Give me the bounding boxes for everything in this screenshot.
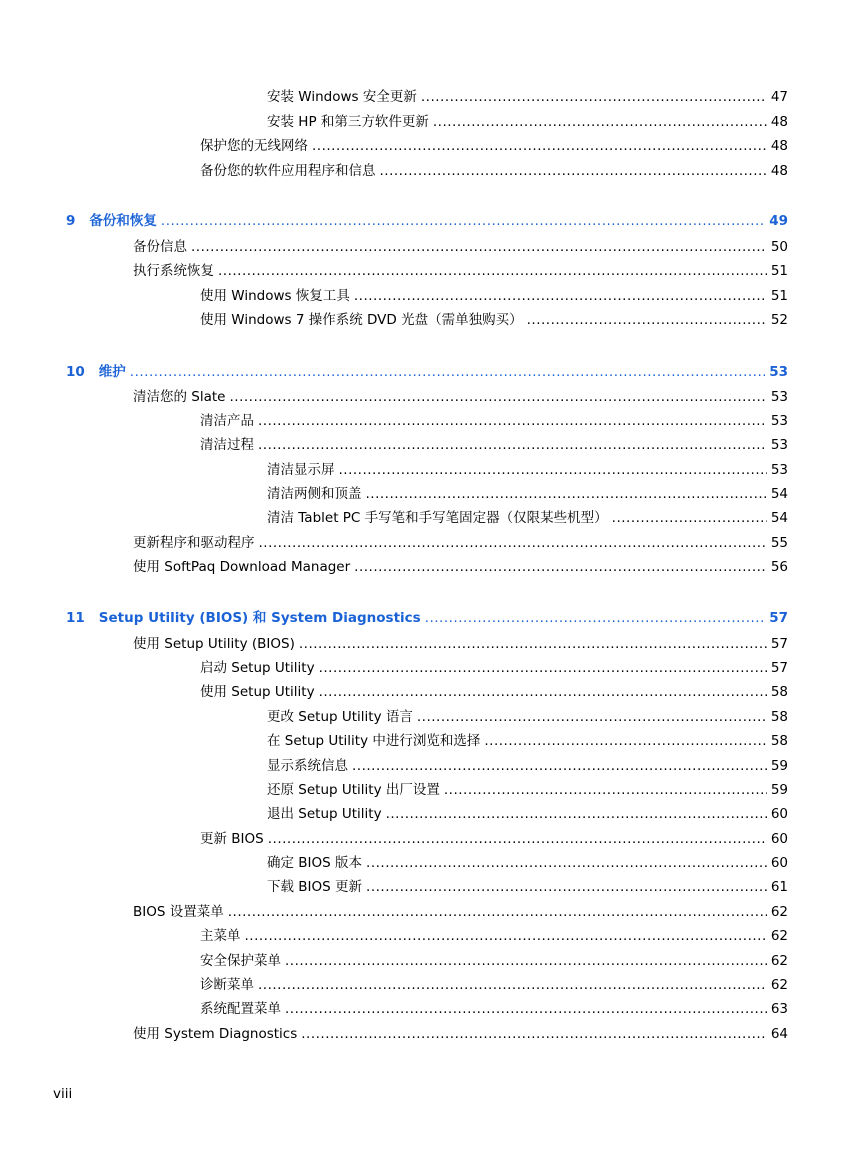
dot-leader (218, 260, 767, 282)
toc-entry-page: 57 (769, 610, 788, 626)
dot-leader (268, 828, 767, 850)
toc-entry[interactable] (200, 950, 788, 972)
toc-entry-page: 62 (770, 953, 788, 969)
dot-leader (386, 803, 767, 825)
toc-entry-title: 使用 Windows 7 操作系统 DVD 光盘（需单独购买） (200, 312, 523, 328)
toc-entry[interactable] (267, 876, 788, 898)
dot-leader (285, 950, 767, 972)
toc-entry[interactable] (267, 507, 788, 529)
toc-entry[interactable] (133, 386, 788, 408)
chapter-number: 10 (66, 364, 85, 380)
toc-entry-title: 启动 Setup Utility (200, 660, 315, 676)
dot-leader (319, 657, 767, 679)
toc-entry-title: 更新程序和驱动程序 (133, 535, 255, 551)
toc-chapter-10[interactable] (66, 361, 788, 383)
toc-entry[interactable] (133, 556, 788, 578)
toc-entry-title: 安装 Windows 安全更新 (267, 89, 417, 105)
dot-leader (527, 309, 767, 331)
toc-entry-title: 诊断菜单 (200, 977, 254, 993)
toc-entry-title: 主菜单 (200, 928, 241, 944)
toc-entry-page: 64 (770, 1026, 788, 1042)
toc-entry[interactable] (267, 803, 788, 825)
toc-entry-title: 显示系统信息 (267, 758, 348, 774)
toc-entry-title: 更新 BIOS (200, 831, 264, 847)
dot-leader (366, 483, 767, 505)
toc-entry[interactable] (200, 925, 788, 947)
toc-entry-title: 更改 Setup Utility 语言 (267, 709, 413, 725)
toc-entry[interactable] (133, 260, 788, 282)
toc-entry[interactable] (133, 236, 788, 258)
toc-entry-page: 59 (770, 782, 788, 798)
dot-leader (301, 1023, 767, 1045)
dot-leader (444, 779, 767, 801)
toc-entry[interactable] (267, 111, 788, 133)
toc-entry[interactable] (267, 459, 788, 481)
toc-entry-page: 62 (770, 928, 788, 944)
toc-entry-title: 退出 Setup Utility (267, 806, 382, 822)
toc-entry[interactable] (200, 681, 788, 703)
dot-leader (191, 236, 767, 258)
toc-entry[interactable] (133, 1023, 788, 1045)
chapter-number: 9 (66, 213, 76, 229)
dot-leader (612, 507, 767, 529)
toc-entry-page: 50 (770, 239, 788, 255)
toc-entry[interactable] (200, 285, 788, 307)
toc-entry-title: 使用 SoftPaq Download Manager (133, 559, 351, 575)
toc-entry-title: 清洁过程 (200, 437, 254, 453)
toc-entry-page: 54 (770, 486, 788, 502)
toc-entry-title: 还原 Setup Utility 出厂设置 (267, 782, 440, 798)
dot-leader (312, 135, 767, 157)
toc-entry[interactable] (267, 755, 788, 777)
toc-entry-title: 安全保护菜单 (200, 953, 281, 969)
toc-chapter-9[interactable] (66, 210, 788, 232)
toc-entry-page: 51 (770, 263, 788, 279)
toc-entry[interactable] (267, 730, 788, 752)
toc-entry-page: 58 (770, 709, 788, 725)
toc-entry-title: 确定 BIOS 版本 (267, 855, 363, 871)
toc-entry-page: 55 (770, 535, 788, 551)
dot-leader (229, 386, 766, 408)
toc-entry-title: 使用 System Diagnostics (133, 1026, 298, 1042)
toc-entry[interactable] (267, 779, 788, 801)
toc-entry[interactable] (200, 135, 788, 157)
toc-entry-page: 53 (770, 462, 788, 478)
toc-entry-title: 清洁两侧和顶盖 (267, 486, 362, 502)
chapter-title: Setup Utility (BIOS) 和 System Diagnostics (98, 610, 421, 626)
toc-entry[interactable] (200, 434, 788, 456)
toc-entry-page: 56 (770, 559, 788, 575)
chapter-title: 备份和恢复 (89, 213, 157, 229)
dot-leader (258, 410, 767, 432)
toc-entry-page: 48 (770, 163, 788, 179)
dot-leader (352, 755, 767, 777)
toc-entry-page: 59 (770, 758, 788, 774)
toc-entry-title: 在 Setup Utility 中进行浏览和选择 (267, 733, 481, 749)
toc-entry-page: 60 (770, 831, 788, 847)
toc-entry[interactable] (267, 86, 788, 108)
toc-entry-page: 52 (770, 312, 788, 328)
toc-entry[interactable] (133, 901, 788, 923)
toc-entry[interactable] (200, 160, 788, 182)
dot-leader (354, 285, 767, 307)
toc-chapter-11[interactable] (66, 607, 788, 629)
toc-entry[interactable] (200, 657, 788, 679)
toc-entry-page: 62 (770, 977, 788, 993)
dot-leader (433, 111, 767, 133)
toc-entry-title: 清洁您的 Slate (133, 389, 226, 405)
page-number: viii (53, 1086, 73, 1102)
dot-leader (380, 160, 767, 182)
dot-leader (259, 532, 767, 554)
dot-leader (417, 706, 767, 728)
toc-entry-title: BIOS 设置菜单 (133, 904, 224, 920)
dot-leader (339, 459, 767, 481)
toc-entry-page: 58 (770, 684, 788, 700)
dot-leader (258, 434, 767, 456)
toc-entry-page: 60 (770, 806, 788, 822)
toc-entry-title: 备份您的软件应用程序和信息 (200, 163, 376, 179)
dot-leader (285, 998, 767, 1020)
toc-entry[interactable] (267, 706, 788, 728)
toc-entry-page: 61 (770, 879, 788, 895)
toc-entry[interactable] (267, 852, 788, 874)
toc-entry-title: 清洁显示屏 (267, 462, 335, 478)
toc-entry-title: 使用 Setup Utility (200, 684, 315, 700)
toc-entry-page: 53 (770, 413, 788, 429)
chapter-title: 维护 (98, 364, 126, 380)
toc-entry-page: 62 (770, 904, 788, 920)
toc-entry-title: 下载 BIOS 更新 (267, 879, 363, 895)
dot-leader (130, 361, 765, 383)
toc-entry-page: 63 (770, 1001, 788, 1017)
toc-entry-title: 安装 HP 和第三方软件更新 (267, 114, 429, 130)
dot-leader (245, 925, 767, 947)
toc-entry-page: 53 (769, 364, 788, 380)
toc-entry-title: 备份信息 (133, 239, 187, 255)
toc-entry[interactable] (267, 483, 788, 505)
toc-entry-page: 47 (770, 89, 788, 105)
toc-entry-title: 保护您的无线网络 (200, 138, 308, 154)
toc-entry-page: 60 (770, 855, 788, 871)
dot-leader (319, 681, 767, 703)
dot-leader (366, 852, 767, 874)
dot-leader (484, 730, 766, 752)
dot-leader (366, 876, 767, 898)
toc-entry-page: 57 (770, 636, 788, 652)
toc-entry-page: 58 (770, 733, 788, 749)
toc-entry-title: 清洁产品 (200, 413, 254, 429)
toc-entry[interactable] (200, 410, 788, 432)
toc-entry-title: 使用 Setup Utility (BIOS) (133, 636, 295, 652)
toc-entry-title: 执行系统恢复 (133, 263, 214, 279)
toc-entry-title: 使用 Windows 恢复工具 (200, 288, 350, 304)
toc-entry-page: 53 (770, 437, 788, 453)
toc-entry[interactable] (200, 828, 788, 850)
dot-leader (421, 86, 767, 108)
dot-leader (258, 974, 767, 996)
toc-entry-page: 51 (770, 288, 788, 304)
dot-leader (228, 901, 767, 923)
toc-entry[interactable] (200, 309, 788, 331)
toc-entry-page: 48 (770, 138, 788, 154)
toc-entry-page: 48 (770, 114, 788, 130)
dot-leader (299, 633, 767, 655)
chapter-number: 11 (66, 610, 85, 626)
toc-entry-title: 系统配置菜单 (200, 1001, 281, 1017)
toc-entry-page: 54 (770, 510, 788, 526)
toc-entry-page: 53 (770, 389, 788, 405)
toc-entry[interactable] (133, 532, 788, 554)
toc-entry-page: 49 (769, 213, 788, 229)
dot-leader (425, 607, 766, 629)
toc-entry[interactable] (133, 633, 788, 655)
toc-entry[interactable] (200, 998, 788, 1020)
dot-leader (354, 556, 767, 578)
toc-entry-title: 清洁 Tablet PC 手写笔和手写笔固定器（仅限某些机型） (267, 510, 608, 526)
dot-leader (161, 210, 765, 232)
toc-entry-page: 57 (770, 660, 788, 676)
toc-entry[interactable] (200, 974, 788, 996)
